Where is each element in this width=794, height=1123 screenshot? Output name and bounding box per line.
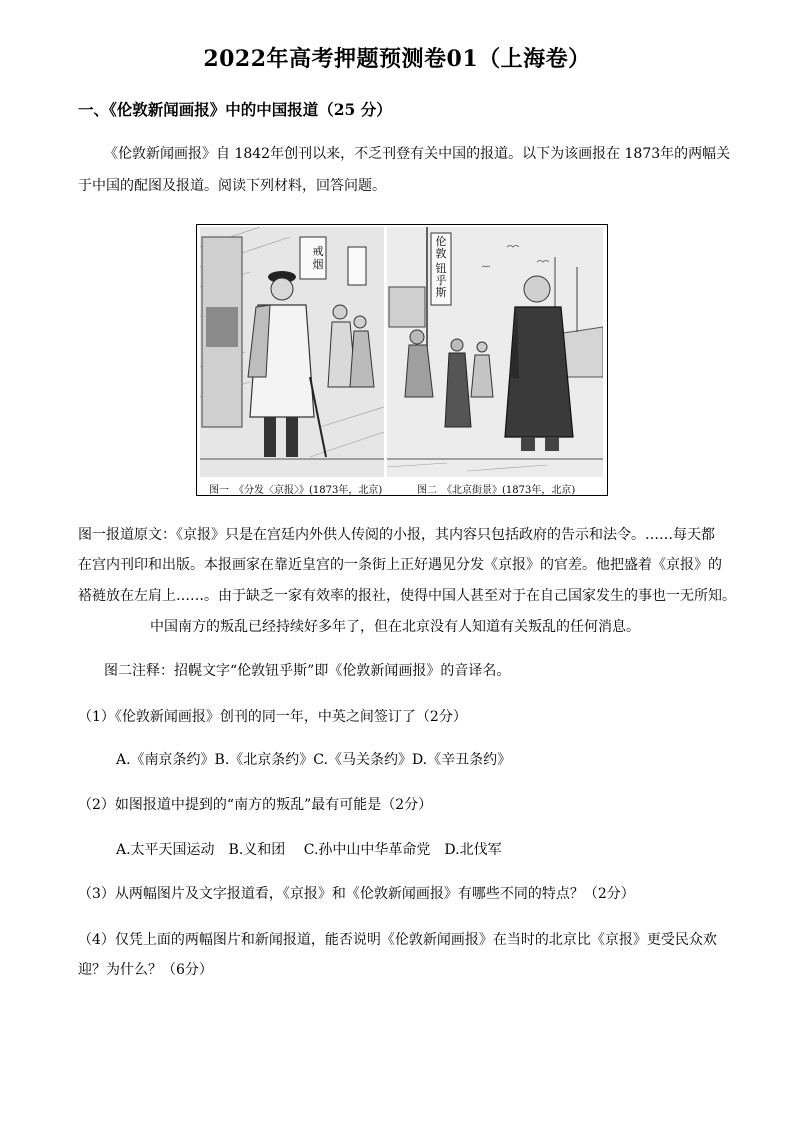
intro-line-2: 于中国的配图及报道。阅读下列材料，回答问题。 [78, 178, 386, 194]
engraving-figure [196, 224, 608, 496]
report-line-3: 褡裢放在左肩上……。由于缺乏一家有效率的报社，使得中国人甚至对于在自己国家发生的事也一无所知。 [78, 588, 736, 604]
question-2-options: A.太平天国运动 B.义和团 C.孙中山中华革命党 D.北伐军 [116, 842, 502, 858]
question-1: （1）《伦敦新闻画报》创刊的同一年，中英之间签订了（2分） [78, 709, 467, 725]
question-4-line-2: 迎？为什么？（6分） [78, 962, 213, 978]
report-line-2: 在宫内刊印和出版。本报画家在靠近皇宫的一条街上正好遇见分发《京报》的官差。他把盛着《京报》的 [78, 557, 722, 573]
report-line-4: 中国南方的叛乱已经持续好多年了，但在北京没有人知道有关叛乱的任何消息。 [150, 619, 640, 635]
figure-panel-1 [200, 227, 384, 477]
panel-1-sign: 戒烟 [312, 245, 324, 271]
panel-2-illustration [387, 227, 603, 477]
intro-line-1: 《伦敦新闻画报》自 1842年创刊以来，不乏刊登有关中国的报道。以下为该画报在 1873年的两幅关 [104, 146, 731, 162]
question-4-line-1: （4）仅凭上面的两幅图片和新闻报道，能否说明《伦敦新闻画报》在当时的北京比《京报》更受民众欢 [78, 932, 717, 948]
section-heading: 一、《伦敦新闻画报》中的中国报道（25 分） [78, 100, 392, 119]
question-3: （3）从两幅图片及文字报道看，《京报》和《伦敦新闻画报》有哪些不同的特点？（2分） [78, 886, 635, 902]
figure-caption-2: 图二 《北京街景》(1873年，北京) [417, 485, 576, 496]
question-2: （2）如图报道中提到的“南方的叛乱”最有可能是（2分） [78, 797, 433, 813]
figure-note: 图二注释：招幌文字“伦敦钮乎斯”即《伦敦新闻画报》的音译名。 [104, 663, 511, 679]
page-title: 2022年高考押题预测卷01（上海卷） [203, 46, 591, 72]
panel-2-sign-london: 伦敦 [435, 235, 447, 260]
question-1-options: A.《南京条约》B.《北京条约》C.《马关条约》D.《辛丑条约》 [116, 752, 512, 768]
figure-panel-2 [387, 227, 603, 477]
figure-caption-1: 图一 《分发〈京报〉》(1873年，北京) [209, 485, 383, 496]
panel-1-illustration [200, 227, 384, 477]
panel-2-sign-news: 钮乎斯 [435, 262, 447, 299]
report-line-1: 图一报道原文：《京报》只是在宫廷内外供人传阅的小报，其内容只包括政府的告示和法令。……每天都 [78, 527, 715, 543]
